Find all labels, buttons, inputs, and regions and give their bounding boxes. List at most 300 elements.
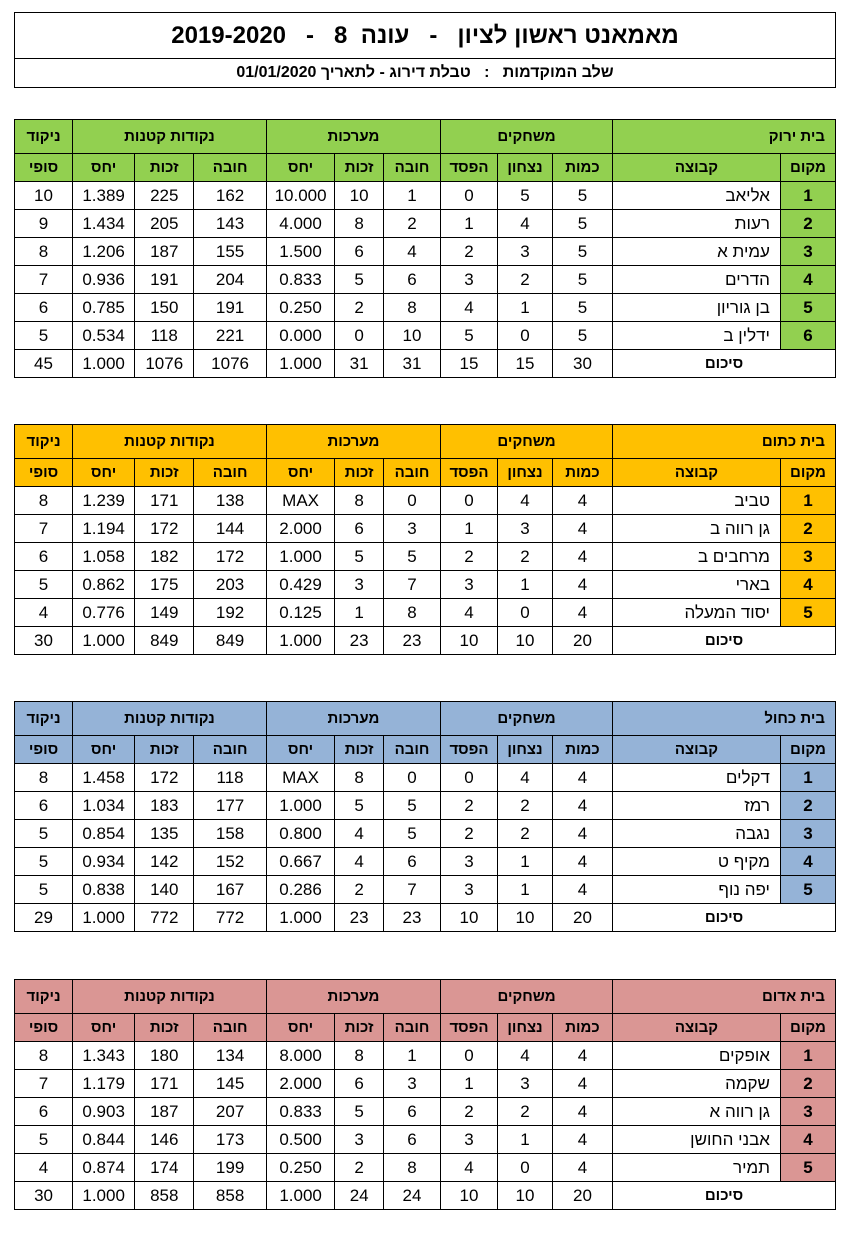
cell-losses: 2 xyxy=(441,238,498,266)
cell-place: 1 xyxy=(780,764,835,792)
cell-count: 5 xyxy=(552,210,612,238)
total-pts-won: 772 xyxy=(135,904,194,932)
total-row xyxy=(15,350,836,378)
cell-wins: 4 xyxy=(498,210,553,238)
title-box xyxy=(14,12,836,88)
header-games: משחקים xyxy=(441,702,613,736)
total-sets-won: 23 xyxy=(335,904,384,932)
cell-sets-lost: 8 xyxy=(383,599,440,627)
cell-place: 4 xyxy=(780,1126,835,1154)
cell-losses: 5 xyxy=(441,322,498,350)
cell-place: 6 xyxy=(780,322,835,350)
cell-sets-ratio: 2.000 xyxy=(266,515,334,543)
cell-wins: 0 xyxy=(498,599,553,627)
header-place: מקום xyxy=(780,459,835,487)
cell-pts-won: 183 xyxy=(135,792,194,820)
cell-team: אבני החושן xyxy=(613,1126,781,1154)
header-pts-lost: חובה xyxy=(194,1014,267,1042)
cell-place: 5 xyxy=(780,1154,835,1182)
cell-pts-ratio: 1.194 xyxy=(73,515,135,543)
cell-pts-lost: 204 xyxy=(194,266,267,294)
cell-pts-won: 150 xyxy=(135,294,194,322)
cell-team: עמית א xyxy=(613,238,781,266)
table-row xyxy=(15,1042,836,1070)
cell-sets-won: 2 xyxy=(335,1154,384,1182)
table-row xyxy=(15,876,836,904)
cell-sets-lost: 3 xyxy=(384,1070,441,1098)
cell-wins: 1 xyxy=(498,571,553,599)
cell-sets-lost: 4 xyxy=(383,238,440,266)
cell-pts-won: 118 xyxy=(135,322,194,350)
cell-losses: 0 xyxy=(441,182,498,210)
header-sets-lost: חובה xyxy=(384,1014,441,1042)
total-sets-ratio: 1.000 xyxy=(266,627,334,655)
group-name: בית אדום xyxy=(613,980,836,1014)
header-games: משחקים xyxy=(441,120,613,154)
cell-sets-won: 8 xyxy=(335,487,384,515)
cell-sets-won: 3 xyxy=(335,1126,384,1154)
cell-wins: 2 xyxy=(498,1098,553,1126)
cell-wins: 4 xyxy=(498,487,553,515)
header-losses: הפסד xyxy=(441,736,498,764)
cell-sets-lost: 6 xyxy=(384,1126,441,1154)
cell-sets-ratio: 0.833 xyxy=(266,1098,334,1126)
cell-sets-lost: 6 xyxy=(383,848,440,876)
total-losses: 10 xyxy=(441,627,498,655)
cell-losses: 3 xyxy=(441,571,498,599)
header-place: מקום xyxy=(780,736,835,764)
cell-pts-lost: 134 xyxy=(194,1042,267,1070)
cell-wins: 4 xyxy=(498,764,553,792)
cell-wins: 5 xyxy=(498,182,553,210)
header-small-points: נקודות קטנות xyxy=(73,702,267,736)
cell-wins: 2 xyxy=(498,820,553,848)
cell-place: 2 xyxy=(780,515,835,543)
total-sets-ratio: 1.000 xyxy=(266,904,334,932)
table-row xyxy=(15,487,836,515)
cell-pts-won: 149 xyxy=(135,599,194,627)
header-pts-lost: חובה xyxy=(194,459,267,487)
cell-pts-won: 187 xyxy=(135,1098,194,1126)
cell-pts-won: 142 xyxy=(135,848,194,876)
cell-pts-won: 182 xyxy=(135,543,194,571)
total-count: 20 xyxy=(552,627,612,655)
total-label: סיכום xyxy=(613,627,836,655)
cell-sets-lost: 5 xyxy=(383,543,440,571)
cell-pts-ratio: 1.179 xyxy=(73,1070,135,1098)
cell-pts-lost: 144 xyxy=(194,515,267,543)
cell-sets-won: 5 xyxy=(335,266,384,294)
total-final: 30 xyxy=(15,1182,73,1210)
cell-sets-ratio: 2.000 xyxy=(266,1070,334,1098)
header-sets: מערכות xyxy=(266,425,440,459)
total-count: 20 xyxy=(552,1182,612,1210)
header-sets-won: זכות xyxy=(335,736,384,764)
cell-sets-lost: 7 xyxy=(383,876,440,904)
cell-final: 4 xyxy=(15,599,73,627)
header-final-sub: סופי xyxy=(15,1014,73,1042)
cell-count: 4 xyxy=(552,1098,612,1126)
table-row xyxy=(15,210,836,238)
cell-pts-lost: 143 xyxy=(194,210,267,238)
cell-sets-ratio: 1.000 xyxy=(266,543,334,571)
cell-count: 4 xyxy=(552,764,612,792)
cell-final: 8 xyxy=(15,1042,73,1070)
cell-final: 5 xyxy=(15,820,73,848)
cell-pts-lost: 221 xyxy=(194,322,267,350)
header-small-points: נקודות קטנות xyxy=(73,425,267,459)
group-table xyxy=(14,979,836,1210)
cell-pts-ratio: 0.936 xyxy=(73,266,135,294)
cell-sets-won: 5 xyxy=(335,543,384,571)
page-title: מאמאנט ראשון לציון - עונה 8 - 2019-2020 xyxy=(15,13,835,59)
cell-place: 4 xyxy=(780,848,835,876)
cell-pts-won: 174 xyxy=(135,1154,194,1182)
cell-wins: 1 xyxy=(498,848,553,876)
header-sets-won: זכות xyxy=(335,459,384,487)
cell-pts-ratio: 0.862 xyxy=(73,571,135,599)
cell-sets-won: 5 xyxy=(335,1098,384,1126)
cell-team: נגבה xyxy=(613,820,781,848)
cell-team: רעות xyxy=(613,210,781,238)
cell-team: רמז xyxy=(613,792,781,820)
cell-count: 4 xyxy=(552,543,612,571)
cell-pts-lost: 203 xyxy=(194,571,267,599)
cell-pts-won: 171 xyxy=(135,487,194,515)
cell-sets-won: 1 xyxy=(335,599,384,627)
cell-pts-lost: 138 xyxy=(194,487,267,515)
cell-count: 4 xyxy=(552,599,612,627)
header-pts-won: זכות xyxy=(135,1014,194,1042)
cell-pts-won: 187 xyxy=(135,238,194,266)
total-label: סיכום xyxy=(613,904,836,932)
cell-place: 5 xyxy=(780,599,835,627)
header-pts-ratio: יחס xyxy=(73,154,135,182)
total-pts-ratio: 1.000 xyxy=(73,627,135,655)
cell-count: 4 xyxy=(552,820,612,848)
header-team: קבוצה xyxy=(613,154,781,182)
table-row xyxy=(15,820,836,848)
table-row xyxy=(15,182,836,210)
header-losses: הפסד xyxy=(441,459,498,487)
total-row xyxy=(15,1182,836,1210)
cell-wins: 2 xyxy=(498,543,553,571)
header-place: מקום xyxy=(780,154,835,182)
cell-pts-lost: 172 xyxy=(194,543,267,571)
total-pts-won: 849 xyxy=(135,627,194,655)
cell-sets-lost: 3 xyxy=(383,515,440,543)
cell-team: תמיר xyxy=(613,1154,781,1182)
cell-team: טביב xyxy=(613,487,781,515)
cell-sets-lost: 8 xyxy=(383,294,440,322)
cell-final: 6 xyxy=(15,543,73,571)
cell-sets-ratio: 0.250 xyxy=(266,294,334,322)
total-wins: 15 xyxy=(498,350,553,378)
cell-place: 1 xyxy=(780,182,835,210)
cell-pts-won: 175 xyxy=(135,571,194,599)
header-wins: נצחון xyxy=(498,459,553,487)
cell-place: 3 xyxy=(780,820,835,848)
cell-sets-lost: 0 xyxy=(383,487,440,515)
cell-pts-lost: 173 xyxy=(194,1126,267,1154)
cell-team: מרחבים ב xyxy=(613,543,781,571)
cell-count: 4 xyxy=(552,1042,612,1070)
header-team: קבוצה xyxy=(613,736,781,764)
cell-place: 3 xyxy=(780,238,835,266)
cell-pts-ratio: 0.934 xyxy=(73,848,135,876)
cell-pts-lost: 155 xyxy=(194,238,267,266)
cell-pts-lost: 207 xyxy=(194,1098,267,1126)
cell-pts-ratio: 1.343 xyxy=(73,1042,135,1070)
cell-place: 4 xyxy=(780,571,835,599)
total-wins: 10 xyxy=(498,627,553,655)
cell-sets-won: 6 xyxy=(335,515,384,543)
group-name: בית כתום xyxy=(613,425,836,459)
total-sets-lost: 23 xyxy=(383,627,440,655)
cell-pts-won: 135 xyxy=(135,820,194,848)
cell-sets-won: 4 xyxy=(335,848,384,876)
cell-sets-ratio: 1.000 xyxy=(266,792,334,820)
cell-losses: 2 xyxy=(441,820,498,848)
cell-pts-ratio: 1.034 xyxy=(73,792,135,820)
cell-pts-ratio: 0.844 xyxy=(73,1126,135,1154)
header-final: ניקוד xyxy=(15,425,73,459)
cell-sets-ratio: 10.000 xyxy=(266,182,334,210)
header-pts-won: זכות xyxy=(135,154,194,182)
cell-count: 5 xyxy=(552,182,612,210)
table-row xyxy=(15,1070,836,1098)
cell-sets-lost: 2 xyxy=(383,210,440,238)
total-pts-ratio: 1.000 xyxy=(73,1182,135,1210)
cell-pts-lost: 192 xyxy=(194,599,267,627)
cell-wins: 0 xyxy=(498,1154,553,1182)
header-games: משחקים xyxy=(441,980,613,1014)
cell-final: 4 xyxy=(15,1154,73,1182)
cell-losses: 3 xyxy=(441,848,498,876)
cell-sets-won: 8 xyxy=(335,210,384,238)
cell-team: בן גוריון xyxy=(613,294,781,322)
cell-wins: 2 xyxy=(498,792,553,820)
header-sets: מערכות xyxy=(266,120,440,154)
cell-final: 5 xyxy=(15,848,73,876)
cell-final: 5 xyxy=(15,322,73,350)
table-row xyxy=(15,322,836,350)
cell-team: הדרים xyxy=(613,266,781,294)
cell-final: 6 xyxy=(15,792,73,820)
total-final: 29 xyxy=(15,904,73,932)
header-count: כמות xyxy=(552,736,612,764)
cell-losses: 4 xyxy=(441,599,498,627)
total-row xyxy=(15,904,836,932)
total-pts-won: 1076 xyxy=(135,350,194,378)
total-wins: 10 xyxy=(498,904,553,932)
header-team: קבוצה xyxy=(613,459,781,487)
cell-team: ידלין ב xyxy=(613,322,781,350)
cell-sets-lost: 1 xyxy=(383,182,440,210)
cell-place: 4 xyxy=(780,266,835,294)
header-final-sub: סופי xyxy=(15,736,73,764)
cell-sets-won: 4 xyxy=(335,820,384,848)
header-small-points: נקודות קטנות xyxy=(73,980,267,1014)
cell-sets-ratio: 0.286 xyxy=(266,876,334,904)
cell-losses: 2 xyxy=(441,543,498,571)
total-sets-lost: 24 xyxy=(384,1182,441,1210)
group-table xyxy=(14,701,836,932)
cell-count: 5 xyxy=(552,266,612,294)
group-name: בית כחול xyxy=(613,702,836,736)
header-sets-ratio: יחס xyxy=(266,154,334,182)
cell-pts-ratio: 0.776 xyxy=(73,599,135,627)
cell-sets-lost: 8 xyxy=(384,1154,441,1182)
cell-sets-ratio: 0.833 xyxy=(266,266,334,294)
cell-team: גן רווה א xyxy=(613,1098,781,1126)
cell-pts-lost: 118 xyxy=(194,764,267,792)
table-row xyxy=(15,1098,836,1126)
cell-pts-ratio: 1.458 xyxy=(73,764,135,792)
header-wins: נצחון xyxy=(498,736,553,764)
table-row xyxy=(15,515,836,543)
cell-count: 4 xyxy=(552,876,612,904)
cell-losses: 3 xyxy=(441,876,498,904)
cell-sets-ratio: 4.000 xyxy=(266,210,334,238)
header-final: ניקוד xyxy=(15,120,73,154)
cell-sets-won: 8 xyxy=(335,1042,384,1070)
cell-team: אופקים xyxy=(613,1042,781,1070)
cell-losses: 4 xyxy=(441,1154,498,1182)
total-sets-ratio: 1.000 xyxy=(266,1182,334,1210)
cell-sets-ratio: 0.500 xyxy=(266,1126,334,1154)
cell-team: בארי xyxy=(613,571,781,599)
header-final: ניקוד xyxy=(15,702,73,736)
cell-sets-ratio: 0.429 xyxy=(266,571,334,599)
cell-wins: 1 xyxy=(498,1126,553,1154)
cell-count: 4 xyxy=(552,792,612,820)
header-pts-ratio: יחס xyxy=(73,736,135,764)
cell-sets-won: 0 xyxy=(335,322,384,350)
cell-sets-lost: 7 xyxy=(383,571,440,599)
cell-pts-lost: 191 xyxy=(194,294,267,322)
cell-pts-ratio: 1.058 xyxy=(73,543,135,571)
cell-count: 5 xyxy=(552,294,612,322)
cell-pts-lost: 162 xyxy=(194,182,267,210)
cell-count: 4 xyxy=(552,571,612,599)
header-pts-ratio: יחס xyxy=(73,459,135,487)
cell-wins: 1 xyxy=(498,294,553,322)
total-wins: 10 xyxy=(498,1182,553,1210)
header-team: קבוצה xyxy=(613,1014,781,1042)
cell-pts-won: 180 xyxy=(135,1042,194,1070)
cell-sets-lost: 6 xyxy=(384,1098,441,1126)
cell-losses: 3 xyxy=(441,266,498,294)
total-final: 45 xyxy=(15,350,73,378)
header-final-sub: סופי xyxy=(15,154,73,182)
group-table xyxy=(14,119,836,378)
header-pts-won: זכות xyxy=(135,736,194,764)
table-row xyxy=(15,764,836,792)
total-pts-lost: 772 xyxy=(194,904,267,932)
total-sets-won: 31 xyxy=(335,350,384,378)
cell-wins: 3 xyxy=(498,515,553,543)
header-final: ניקוד xyxy=(15,980,73,1014)
header-losses: הפסד xyxy=(441,1014,498,1042)
cell-count: 4 xyxy=(552,487,612,515)
page-subtitle: שלב המוקדמות : טבלת דירוג - לתאריך 01/01/2020 xyxy=(236,64,614,81)
header-pts-lost: חובה xyxy=(194,736,267,764)
cell-losses: 0 xyxy=(441,1042,498,1070)
cell-sets-won: 5 xyxy=(335,792,384,820)
group-table xyxy=(14,424,836,655)
cell-final: 8 xyxy=(15,238,73,266)
cell-sets-won: 6 xyxy=(335,1070,384,1098)
total-pts-ratio: 1.000 xyxy=(73,904,135,932)
header-sets-lost: חובה xyxy=(383,154,440,182)
cell-place: 2 xyxy=(780,792,835,820)
cell-final: 6 xyxy=(15,1098,73,1126)
header-pts-ratio: יחס xyxy=(73,1014,135,1042)
total-row xyxy=(15,627,836,655)
cell-wins: 2 xyxy=(498,266,553,294)
cell-losses: 4 xyxy=(441,294,498,322)
cell-pts-won: 171 xyxy=(135,1070,194,1098)
cell-sets-ratio: 8.000 xyxy=(266,1042,334,1070)
cell-place: 1 xyxy=(780,1042,835,1070)
total-losses: 15 xyxy=(441,350,498,378)
cell-team: דקלים xyxy=(613,764,781,792)
cell-place: 2 xyxy=(780,1070,835,1098)
header-wins: נצחון xyxy=(498,1014,553,1042)
cell-losses: 1 xyxy=(441,515,498,543)
cell-losses: 0 xyxy=(441,764,498,792)
cell-final: 7 xyxy=(15,1070,73,1098)
cell-final: 8 xyxy=(15,487,73,515)
header-sets-ratio: יחס xyxy=(266,736,334,764)
cell-place: 5 xyxy=(780,876,835,904)
cell-final: 7 xyxy=(15,515,73,543)
cell-pts-ratio: 0.854 xyxy=(73,820,135,848)
cell-place: 1 xyxy=(780,487,835,515)
cell-final: 7 xyxy=(15,266,73,294)
header-place: מקום xyxy=(780,1014,835,1042)
total-label: סיכום xyxy=(613,350,836,378)
cell-sets-won: 2 xyxy=(335,876,384,904)
cell-pts-lost: 145 xyxy=(194,1070,267,1098)
table-row xyxy=(15,238,836,266)
header-wins: נצחון xyxy=(498,154,553,182)
cell-pts-ratio: 0.534 xyxy=(73,322,135,350)
cell-losses: 1 xyxy=(441,210,498,238)
header-pts-lost: חובה xyxy=(194,154,267,182)
cell-place: 2 xyxy=(780,210,835,238)
cell-pts-won: 172 xyxy=(135,515,194,543)
cell-sets-ratio: 0.667 xyxy=(266,848,334,876)
cell-losses: 1 xyxy=(441,1070,498,1098)
cell-pts-won: 191 xyxy=(135,266,194,294)
total-pts-lost: 849 xyxy=(194,627,267,655)
cell-sets-ratio: 0.125 xyxy=(266,599,334,627)
table-row xyxy=(15,571,836,599)
cell-sets-ratio: MAX xyxy=(266,487,334,515)
header-sets-lost: חובה xyxy=(383,459,440,487)
header-sets-ratio: יחס xyxy=(266,459,334,487)
cell-losses: 3 xyxy=(441,1126,498,1154)
table-row xyxy=(15,599,836,627)
cell-pts-ratio: 0.838 xyxy=(73,876,135,904)
total-count: 20 xyxy=(552,904,612,932)
cell-final: 5 xyxy=(15,876,73,904)
header-count: כמות xyxy=(552,1014,612,1042)
cell-place: 3 xyxy=(780,543,835,571)
table-row xyxy=(15,848,836,876)
